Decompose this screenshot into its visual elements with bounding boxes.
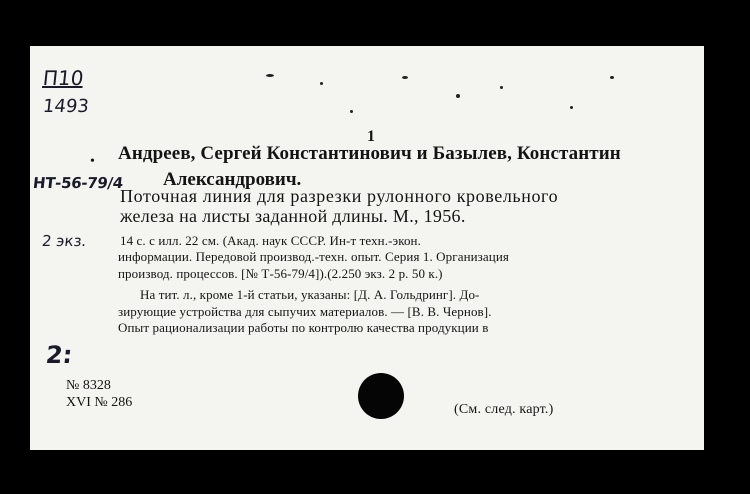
speck bbox=[350, 110, 353, 113]
authors-line-2: Александрович. bbox=[163, 169, 302, 190]
title-line-1: Поточная линия для разрезки рулонного кровельного bbox=[120, 186, 559, 206]
bullet-mark: • bbox=[90, 154, 95, 169]
speck bbox=[402, 76, 408, 79]
punch-hole bbox=[358, 373, 404, 419]
speck bbox=[266, 74, 274, 77]
catalog-card bbox=[30, 46, 704, 450]
call-number-top: П10 bbox=[41, 66, 85, 90]
imprint-line-1: 14 с. с илл. 22 см. (Акад. наук СССР. Ин-т техн.-экон. bbox=[120, 233, 421, 248]
note-line-1: На тит. л., кроме 1-й статьи, указаны: [Д. А. Гольдринг]. До- bbox=[140, 287, 480, 302]
accession-number: № 8328 bbox=[66, 378, 111, 393]
speck bbox=[610, 76, 614, 79]
shelf-number: XVI № 286 bbox=[66, 395, 133, 410]
speck bbox=[570, 106, 573, 109]
handwritten-mark: 2: bbox=[44, 341, 74, 369]
speck bbox=[456, 94, 460, 98]
copies-note: 2 экз. bbox=[41, 232, 88, 250]
imprint-line-3: производ. процессов. [№ Т-56-79/4]).(2.250 экз. 2 р. 50 к.) bbox=[118, 266, 443, 281]
speck bbox=[320, 82, 323, 85]
authors-line-1: Андреев, Сергей Константинович и Базылев, Константин bbox=[118, 143, 621, 164]
note-line-2: зирующие устройства для сыпучих материалов. — [В. В. Чернов]. bbox=[118, 304, 492, 319]
call-number-bottom: 1493 bbox=[41, 96, 90, 117]
see-next-card: (См. след. карт.) bbox=[454, 402, 554, 417]
title-line-2: железа на листы заданной длины. М., 1956. bbox=[120, 206, 466, 226]
card-number: 1 bbox=[367, 128, 375, 145]
speck bbox=[500, 86, 503, 89]
note-line-3: Опыт рационализации работы по контролю качества продукции в bbox=[118, 320, 489, 335]
document-code: НТ-56-79/4 bbox=[32, 174, 124, 192]
imprint-line-2: информации. Передовой производ.-техн. опыт. Серия 1. Организация bbox=[118, 249, 509, 264]
